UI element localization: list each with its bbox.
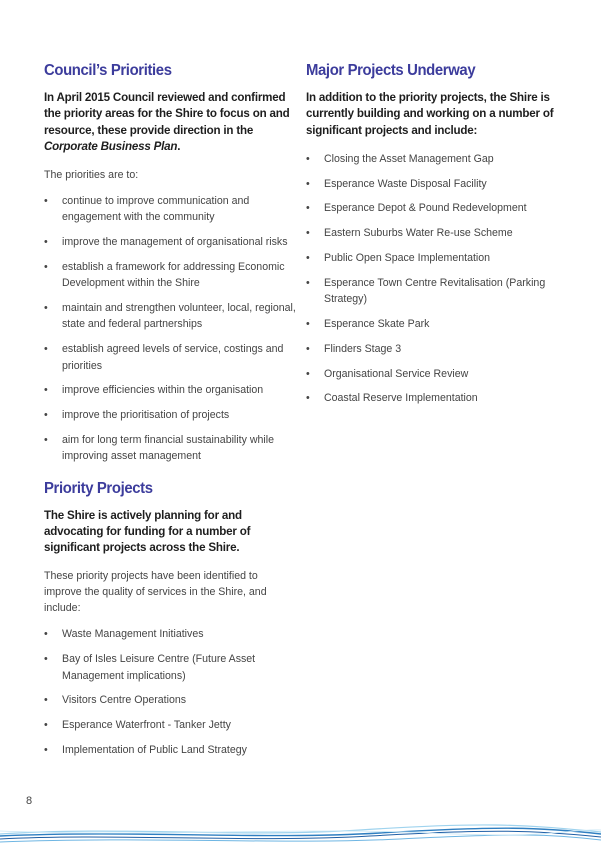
list-item: • Organisational Service Review: [306, 366, 564, 382]
list-item: • maintain and strengthen volunteer, local, regional, state and federal partnerships: [44, 300, 296, 333]
section-heading: Major Projects Underway: [306, 62, 476, 79]
intro-paragraph: In addition to the priority projects, the Shire is currently building and working on a number of significant projects and include:: [306, 91, 554, 137]
list-item: • continue to improve communication and engagement with the community: [44, 193, 296, 226]
intro-paragraph: The Shire is actively planning for and advocating for funding for a number of significant projects across the Shire.: [44, 508, 251, 555]
page-number: 8: [26, 795, 33, 807]
lead-paragraph: These priority projects have been identified to improve the quality of services in the Shire, and include:: [44, 570, 267, 615]
list-item: • Implementation of Public Land Strategy: [44, 742, 296, 758]
list-item: • establish agreed levels of service, costings and priorities: [44, 341, 296, 374]
list-item: • Flinders Stage 3: [306, 341, 564, 357]
section-heading: Priority Projects: [44, 479, 153, 497]
list-item: • Esperance Depot & Pound Redevelopment: [306, 200, 564, 216]
list-item: • improve the management of organisational risks: [44, 234, 296, 250]
list-item: • Visitors Centre Operations: [44, 692, 296, 708]
list-item: • Closing the Asset Management Gap: [306, 151, 564, 167]
right-column: [306, 62, 564, 415]
major-projects-section: [306, 62, 564, 407]
list-item: • Bay of Isles Leisure Centre (Future Asset Management implications): [44, 651, 296, 684]
list-item: • Coastal Reserve Implementation: [306, 390, 564, 406]
list-item: • Public Open Space Implementation: [306, 250, 564, 266]
left-column: [44, 62, 296, 767]
priority-projects-section: [44, 480, 296, 759]
list-item: • Esperance Waterfront - Tanker Jetty: [44, 717, 296, 733]
section-heading: Council’s Priorities: [44, 62, 172, 79]
lead-paragraph: The priorities are to:: [44, 169, 139, 182]
intro-text: In April 2015 Council reviewed and confirmed the priority areas for the Shire to focus on and resource, these provide direction in the: [44, 91, 290, 137]
major-projects-list: [306, 151, 564, 407]
list-item: • aim for long term financial sustainability while improving asset management: [44, 432, 296, 465]
list-item: • improve the prioritisation of projects: [44, 407, 296, 423]
list-item: • Esperance Skate Park: [306, 316, 564, 332]
list-item: • Eastern Suburbs Water Re-use Scheme: [306, 225, 564, 241]
list-item: • establish a framework for addressing Economic Development within the Shire: [44, 259, 296, 292]
intro-end: .: [177, 139, 181, 153]
list-item: • Esperance Waste Disposal Facility: [306, 176, 564, 192]
priority-projects-list: [44, 626, 296, 758]
list-item: • improve efficiencies within the organisation: [44, 382, 296, 398]
footer-wave-decoration: [0, 812, 601, 850]
councils-priorities-section: [44, 62, 296, 465]
list-item: • Esperance Town Centre Revitalisation (Parking Strategy): [306, 275, 564, 308]
priorities-list: [44, 193, 296, 464]
intro-paragraph: [44, 90, 296, 155]
list-item: • Waste Management Initiatives: [44, 626, 296, 642]
intro-italic-text: Corporate Business Plan: [44, 139, 178, 153]
